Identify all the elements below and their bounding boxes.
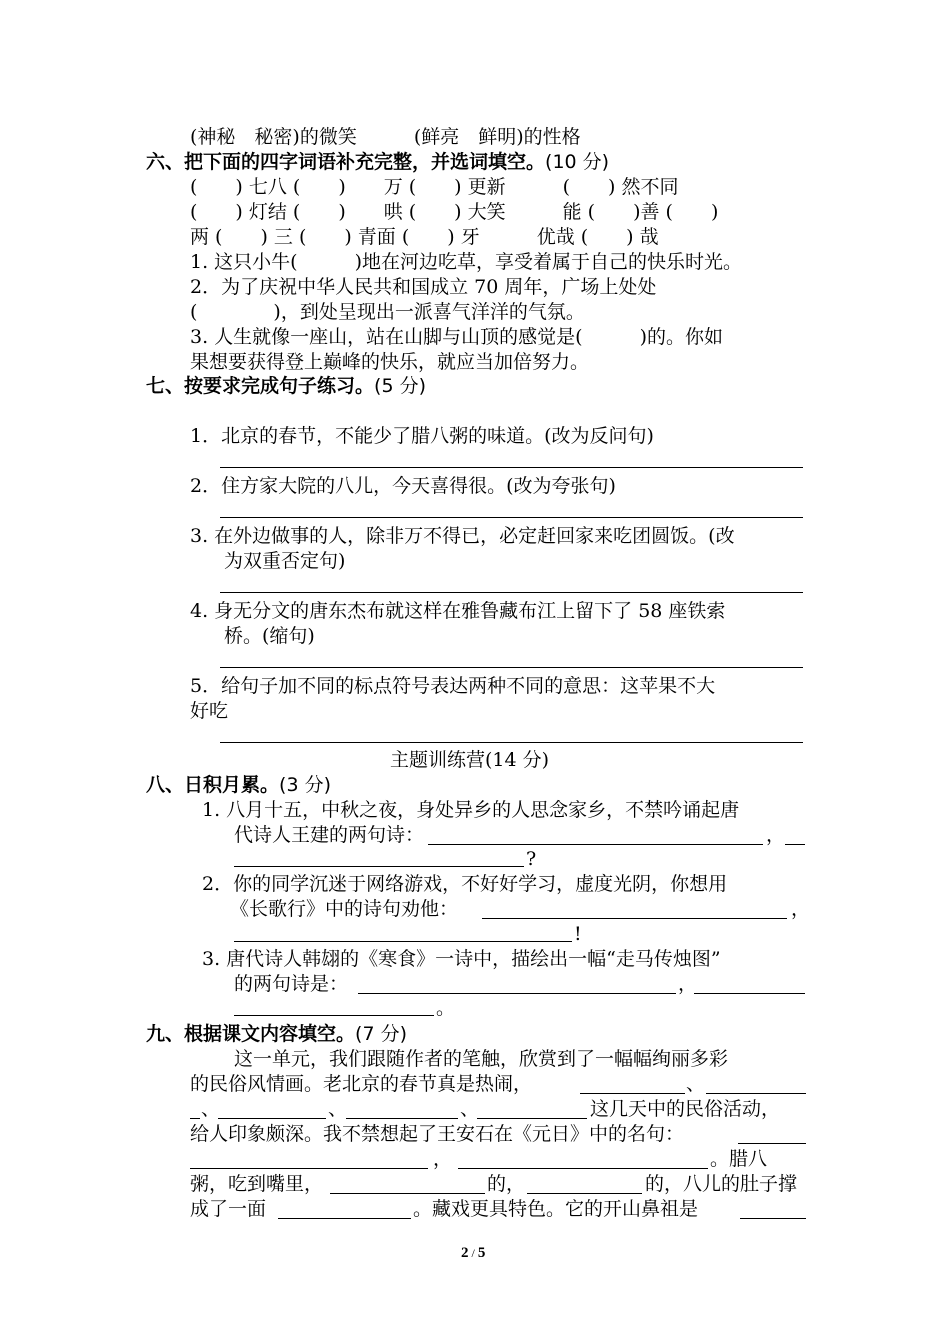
- separator: 、: [328, 1098, 348, 1120]
- answer-line[interactable]: [220, 742, 803, 743]
- answer-line[interactable]: [278, 1218, 411, 1219]
- total-pages: 5: [477, 1245, 486, 1261]
- answer-line[interactable]: [358, 993, 676, 994]
- question-mark: ?: [526, 848, 537, 870]
- fill-question-2-cont: ( )，到处呈现出一派喜气洋洋的气氛。: [190, 301, 585, 323]
- sentence-question-1: 1．北京的春节，不能少了腊八粥的味道。(改为反问句): [190, 425, 654, 447]
- answer-line[interactable]: [738, 1143, 806, 1144]
- exclamation-mark: !: [574, 923, 582, 945]
- passage-text: 的，八儿的肚子撑: [645, 1173, 798, 1195]
- section-number: 九、: [146, 1023, 185, 1045]
- answer-line[interactable]: [234, 866, 524, 867]
- answer-line[interactable]: [482, 918, 787, 919]
- idiom-row-2: ( ) 灯结 ( ) 哄 ( ) 大笑 能 ( )善 ( ): [190, 201, 719, 223]
- section-score: (3 分): [279, 774, 331, 796]
- accumulation-question-1-cont: 代诗人王建的两句诗：: [234, 824, 425, 846]
- fill-question-3-cont: 果想要获得登上巅峰的快乐，就应当加倍努力。: [190, 351, 590, 373]
- comma: ，: [766, 824, 786, 846]
- period-mark: 。: [436, 997, 456, 1019]
- section-number: 八、: [146, 774, 185, 796]
- answer-line[interactable]: [527, 1193, 642, 1194]
- answer-line[interactable]: [234, 941, 572, 942]
- answer-line[interactable]: [428, 844, 763, 845]
- section-eight-heading: [146, 773, 331, 797]
- current-page: 2: [461, 1245, 469, 1261]
- separator: 、: [686, 1073, 706, 1095]
- answer-line[interactable]: [190, 1168, 428, 1169]
- answer-line[interactable]: [458, 1168, 708, 1169]
- fill-question-1: 1. 这只小牛( )地在河边吃草，享受着属于自己的快乐时光。: [190, 251, 742, 273]
- accumulation-question-2-cont: 《长歌行》中的诗句劝他：: [230, 898, 459, 920]
- fill-question-3: 3. 人生就像一座山，站在山脚与山顶的感觉是( )的。你如: [190, 326, 723, 348]
- passage-line-6: 粥，吃到嘴里，: [190, 1173, 324, 1195]
- answer-line[interactable]: [580, 1093, 685, 1094]
- answer-line[interactable]: [234, 1015, 434, 1016]
- answer-line[interactable]: [694, 993, 805, 994]
- passage-text: 。藏戏更具特色。它的开山鼻祖是: [413, 1198, 699, 1220]
- passage-text: 的，: [487, 1173, 526, 1195]
- separator: 、: [460, 1098, 480, 1120]
- sentence-question-5: 5．给句子加不同的标点符号表达两种不同的意思：这苹果不大: [190, 675, 716, 697]
- passage-line-3: 这几天中的民俗活动，: [590, 1098, 781, 1120]
- passage-line-4: 给人印象颇深。我不禁想起了王安石在《元日》中的名句：: [190, 1123, 685, 1145]
- theme-camp-title: 主题训练营(14 分): [390, 749, 550, 771]
- section-score: (5 分): [374, 375, 426, 397]
- answer-line[interactable]: [785, 844, 805, 845]
- separator: 、: [201, 1098, 221, 1120]
- sentence-question-4-cont: 桥。(缩句): [224, 625, 315, 647]
- section-number: 六、: [146, 151, 185, 173]
- answer-line[interactable]: [220, 667, 803, 668]
- idiom-row-1: ( ) 七八 ( ) 万 ( ) 更新 ( ) 然不同: [190, 176, 679, 198]
- answer-line[interactable]: [220, 592, 803, 593]
- sentence-question-3-cont: 为双重否定句): [224, 550, 346, 572]
- section-title: 根据课文内容填空。: [184, 1023, 356, 1045]
- sentence-question-4: 4. 身无分文的唐东杰布就这样在雅鲁藏布江上留下了 58 座铁索: [190, 600, 726, 622]
- section-seven-heading: [146, 374, 426, 398]
- accumulation-question-3-cont: 的两句诗是：: [234, 973, 349, 995]
- section-score: (7 分): [355, 1023, 407, 1045]
- answer-line[interactable]: [740, 1218, 806, 1219]
- section-nine-heading: [146, 1022, 407, 1046]
- section-number: 七、: [146, 375, 185, 397]
- comma: ，: [791, 898, 811, 920]
- answer-line[interactable]: [220, 467, 803, 468]
- accumulation-question-2: 2．你的同学沉迷于网络游戏，不好好学习，虚度光阴，你想用: [202, 873, 728, 895]
- passage-line-2: 的民俗风情画。老北京的春节真是热闹，: [190, 1073, 533, 1095]
- answer-line[interactable]: [330, 1193, 485, 1194]
- sentence-question-2: 2．住方家大院的八儿，今天喜得很。(改为夸张句): [190, 475, 616, 497]
- section-six-heading: [146, 150, 609, 174]
- answer-line[interactable]: [218, 1118, 326, 1119]
- sentence-question-3: 3. 在外边做事的人，除非万不得已，必定赶回家来吃团圆饭。(改: [190, 525, 735, 547]
- idiom-row-3: 两 ( ) 三 ( ) 青面 ( ) 牙 优哉 ( ) 哉: [190, 226, 659, 248]
- comma: ，: [678, 973, 698, 995]
- accumulation-question-1: 1. 八月十五，中秋之夜，身处异乡的人思念家乡，不禁吟诵起唐: [202, 799, 740, 821]
- passage-line-1: 这一单元，我们跟随作者的笔触，欣赏到了一幅幅绚丽多彩: [234, 1048, 729, 1070]
- word-choice-line: (神秘 秘密)的微笑 (鲜亮 鲜明)的性格: [190, 126, 581, 148]
- fill-question-2: 2．为了庆祝中华人民共和国成立 70 周年，广场上处处: [190, 276, 657, 298]
- answer-line[interactable]: [477, 1118, 587, 1119]
- answer-line[interactable]: [706, 1093, 806, 1094]
- passage-line-7: 成了一面: [190, 1198, 267, 1220]
- page-number: [461, 1245, 485, 1262]
- section-title: 把下面的四字词语补充完整，并选词填空。: [184, 151, 546, 173]
- section-title: 按要求完成句子练习。: [184, 375, 375, 397]
- answer-line[interactable]: [346, 1118, 458, 1119]
- accumulation-question-3: 3. 唐代诗人韩翃的《寒食》一诗中，描绘出一幅“走马传烛图”: [202, 948, 721, 970]
- passage-line-5: 。腊八: [710, 1148, 768, 1170]
- page-separator: /: [471, 1246, 475, 1260]
- sentence-question-5-cont: 好吃: [190, 700, 229, 722]
- comma: ，: [433, 1148, 453, 1170]
- section-title: 日积月累。: [184, 774, 280, 796]
- section-score: (10 分): [545, 151, 610, 173]
- answer-line[interactable]: [190, 1118, 200, 1119]
- answer-line[interactable]: [220, 517, 803, 518]
